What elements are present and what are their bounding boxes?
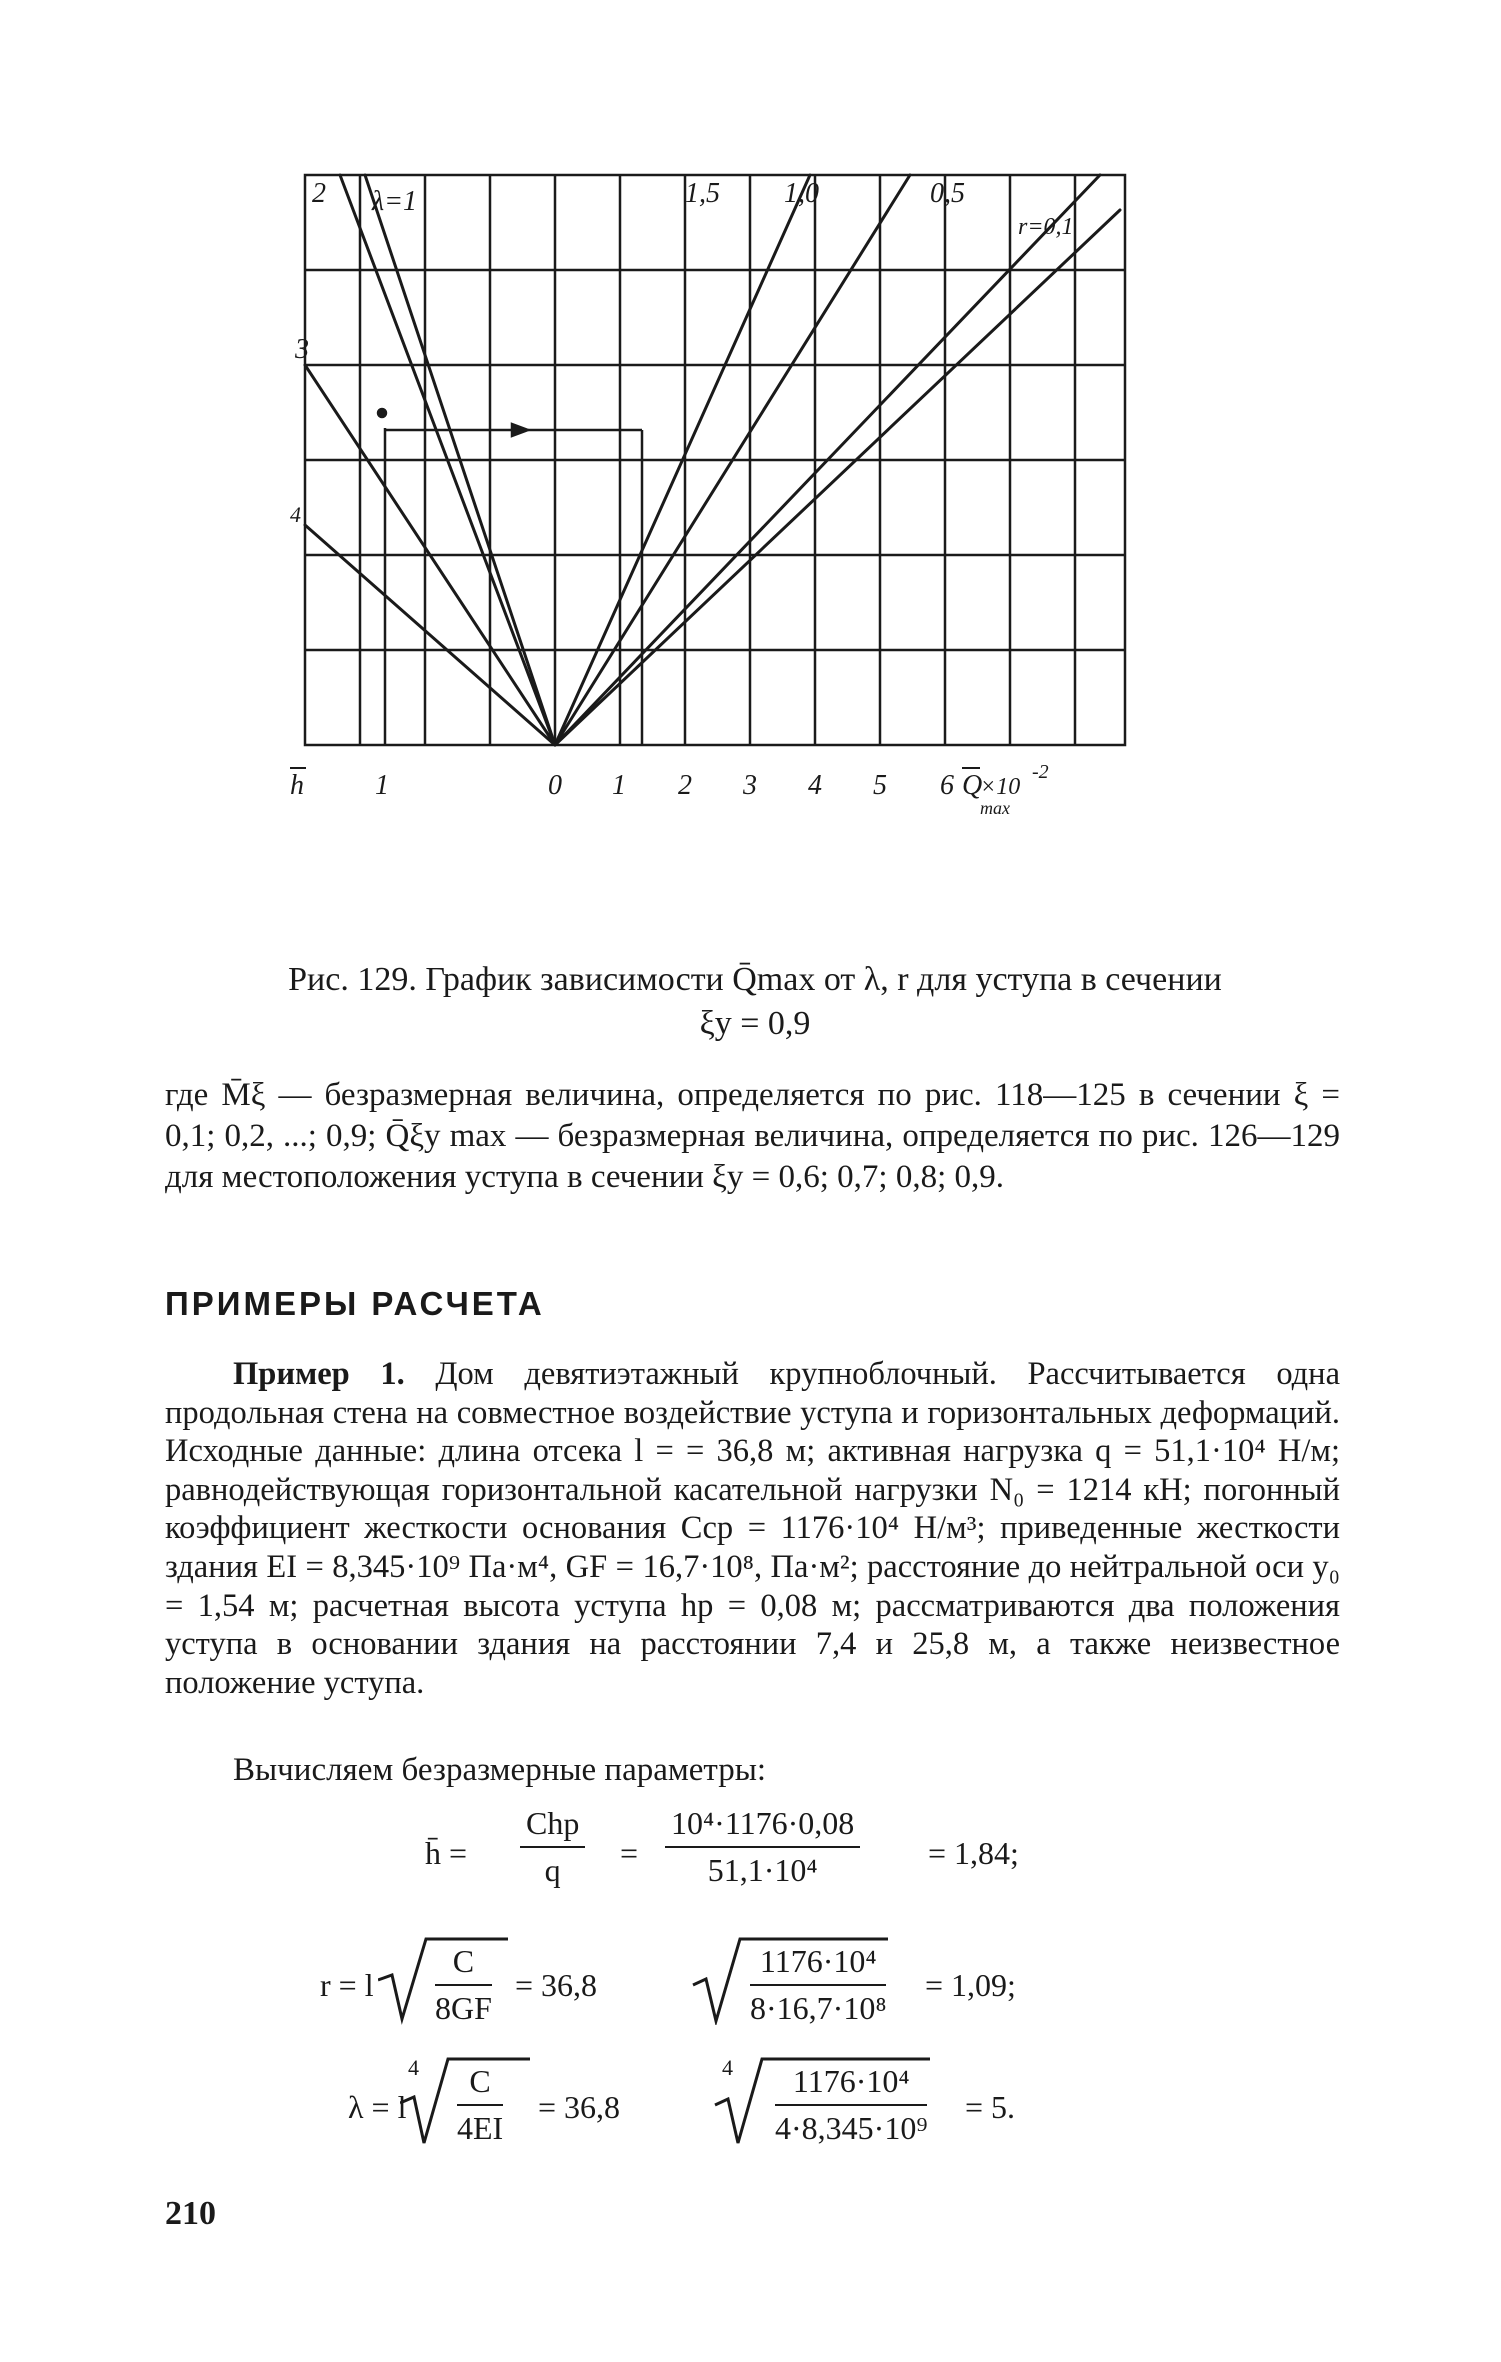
formula-r-frac2 [750, 1943, 886, 2027]
example-body: Дом девятиэтажный крупноблочный. Рассчитывается одна продольная стена на совместное воздействие уступа и горизонтальных деформаций. Исходные данные: длина отсека l = = 36,8 м; активная нагрузка q = 51,1·10⁴ Н/м; равнодействующая горизонтальной касательной нагрузки N₀ = 1214 кН; погонный коэффициент жесткости основания Cср = 1176·10⁴ Н/м³; приведенные жесткости здания EI = 8,345·10⁹ Па·м⁴, GF = 16,7·10⁸, Па·м²; расстояние до нейтральной оси y₀ = 1,54 м; расчетная высота уступа hр = 0,08 м; рассматриваются два положения уступа в основании здания на расстоянии 7,4 и 25,8 м, а также неизвестное положение уступа. [165, 1356, 1340, 1701]
axis-tick-5: 5 [873, 770, 887, 801]
formula-lambda-frac2 [775, 2063, 927, 2147]
formula-r-frac2-num: 1176·10⁴ [750, 1943, 886, 1986]
axis-tick-6: 6 [940, 770, 954, 801]
axis-tick-4: 4 [808, 770, 822, 801]
formula-h-eq: = [620, 1835, 639, 1871]
caption-line-1: Рис. 129. График зависимости Q̄max от λ, r для уступа в сечении [288, 961, 1222, 998]
formula-h-result: = 1,84; [928, 1835, 1019, 1871]
formula-h-frac1 [520, 1805, 585, 1889]
example-label: Пример 1. [233, 1356, 405, 1392]
formula-lambda-mid: = 36,8 [538, 2089, 621, 2125]
formula-lambda-root-index-2: 4 [722, 2055, 733, 2080]
axis-h-label: h [290, 770, 304, 801]
axis-tick-left-1: 1 [375, 770, 389, 801]
formula-lambda-frac1 [457, 2063, 503, 2147]
label-curve-3: 3 [295, 334, 309, 365]
formula-lambda-frac1-num: C [457, 2063, 503, 2106]
caption-line-2: ξу = 0,9 [699, 1005, 811, 1042]
formula-h [320, 1805, 1260, 1895]
formula-r-frac1-num: C [435, 1943, 492, 1986]
formula-r-frac1-den: 8GF [435, 1990, 492, 2026]
example-1 [165, 1355, 1340, 1702]
formula-h-lhs: h̄ = [425, 1835, 468, 1871]
formula-r-frac1 [435, 1943, 492, 2027]
formula-h-frac2-den: 51,1·10⁴ [707, 1852, 818, 1888]
label-curve-4: 4 [290, 502, 301, 527]
formula-lambda-lhs: λ = l [348, 2089, 407, 2125]
formula-lambda-result: = 5. [965, 2089, 1016, 2125]
figure-caption [165, 958, 1345, 1046]
formula-lambda [320, 2055, 1260, 2145]
label-r-0-1: r=0,1 [1018, 214, 1074, 240]
formula-lambda-frac1-den: 4EI [457, 2110, 504, 2146]
axis-q-label: Q [962, 770, 983, 801]
formula-lambda-frac2-num: 1176·10⁴ [775, 2063, 927, 2106]
label-1-0: 1,0 [784, 178, 819, 209]
label-0-5: 0,5 [930, 178, 965, 209]
axis-tick-1: 1 [612, 770, 626, 801]
axis-tick-3: 3 [743, 770, 757, 801]
axis-q-sub: max [980, 798, 1010, 818]
label-curve-2: 2 [312, 178, 326, 209]
graph-grid [305, 175, 1125, 745]
formula-r [320, 1935, 1260, 2025]
formula-r-frac2-den: 8·16,7·10⁸ [750, 1990, 887, 2026]
formula-h-frac2 [665, 1805, 860, 1889]
formula-r-mid: = 36,8 [515, 1967, 598, 2003]
axis-q-exp: -2 [1032, 761, 1049, 783]
axis-q-mult: ×10 [980, 774, 1021, 800]
figure-graph [290, 170, 1260, 950]
section-heading: ПРИМЕРЫ РАСЧЕТА [165, 1285, 545, 1322]
formula-h-frac1-num: Chр [520, 1805, 585, 1848]
params-intro: Вычисляем безразмерные параметры: [233, 1752, 767, 1788]
formula-h-frac1-den: q [544, 1852, 561, 1888]
formula-lambda-root-index-1: 4 [408, 2055, 419, 2080]
formula-lambda-frac2-den: 4·8,345·10⁹ [775, 2110, 928, 2146]
formula-r-lhs: r = l [320, 1967, 374, 2003]
page-number: 210 [165, 2195, 216, 2232]
paragraph-definitions: где M̄ξ — безразмерная величина, определяется по рис. 118—125 в сечении ξ = 0,1; 0,2, ...; 0,9; Q̄ξy max — безразмерная величина, определяется по рис. 126—129 для местоположения уступа в сечении ξy = 0,6; 0,7; 0,8; 0,9. [165, 1077, 1340, 1195]
formula-r-result: = 1,09; [925, 1967, 1016, 2003]
axis-tick-0: 0 [548, 770, 562, 801]
formula-h-frac2-num: 10⁴·1176·0,08 [665, 1805, 860, 1848]
x-axis-labels [290, 761, 1049, 818]
label-lambda: λ=1 [372, 186, 418, 217]
label-1-5: 1,5 [685, 178, 720, 209]
axis-tick-2: 2 [678, 770, 692, 801]
